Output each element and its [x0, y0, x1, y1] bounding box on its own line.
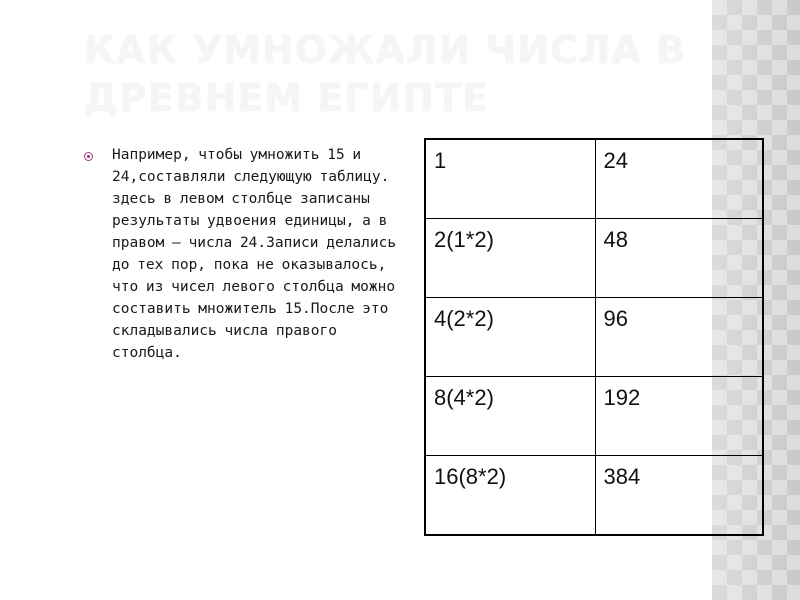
slide-title: КАК УМНОЖАЛИ ЧИСЛА В ДРЕВНЕМ ЕГИПТЕ: [84, 28, 687, 120]
bullet-list: [84, 144, 406, 364]
table-cell-left: 8(4*2): [425, 377, 595, 456]
table-cell-left: 4(2*2): [425, 297, 595, 376]
table-row: [425, 377, 763, 456]
table-cell-right: 24: [595, 139, 763, 218]
table-cell-right: 48: [595, 218, 763, 297]
table-row: [425, 297, 763, 376]
multiplication-table: [424, 138, 764, 536]
table-cell-right: 192: [595, 377, 763, 456]
table-cell-left: 1: [425, 139, 595, 218]
table-cell-left: 2(1*2): [425, 218, 595, 297]
table-cell-right: 96: [595, 297, 763, 376]
table-cell-right: 384: [595, 456, 763, 535]
table-row: [425, 456, 763, 535]
circle-bullet-icon: [84, 152, 93, 161]
table-row: [425, 139, 763, 218]
bullet-item: [84, 144, 406, 364]
bullet-text: Например, чтобы умножить 15 и 24,составляли следующую таблицу. здесь в левом столбце записаны результаты удвоения единицы, а в правом – числа 24.Записи делались до тех пор, пока не оказывалось, что из чисел левого столбца можно составить множитель 15.После это складывались числа правого столбца.: [112, 147, 397, 361]
table-cell-left: 16(8*2): [425, 456, 595, 535]
table-row: [425, 218, 763, 297]
